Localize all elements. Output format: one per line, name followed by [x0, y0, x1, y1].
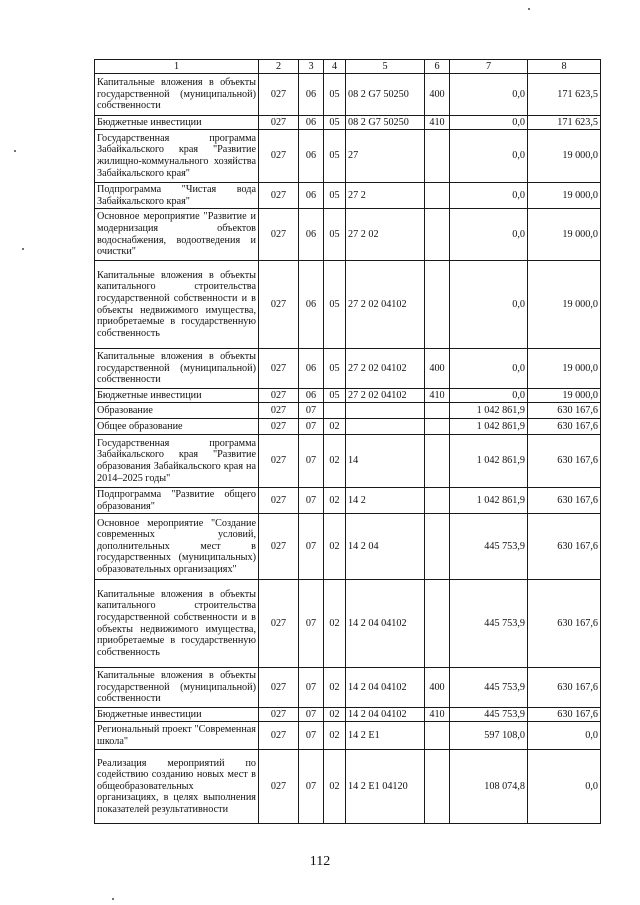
- cell-amount-b: 171 623,5: [528, 116, 601, 130]
- cell-subsection: 02: [324, 435, 346, 488]
- cell-ministry: 027: [259, 389, 299, 403]
- cell-amount-b: 171 623,5: [528, 74, 601, 116]
- cell-subsection: 05: [324, 116, 346, 130]
- cell-section: 07: [299, 403, 324, 419]
- cell-section: 07: [299, 750, 324, 824]
- row-name: Бюджетные инвестиции: [95, 389, 259, 403]
- cell-section: 06: [299, 74, 324, 116]
- cell-amount-a: 0,0: [450, 261, 528, 349]
- table-row: [95, 116, 601, 130]
- table-row: [95, 349, 601, 389]
- cell-ministry: 027: [259, 722, 299, 750]
- cell-target-article: [346, 403, 425, 419]
- cell-amount-a: 0,0: [450, 389, 528, 403]
- cell-subsection: 02: [324, 488, 346, 514]
- cell-expense-type: [425, 435, 450, 488]
- cell-expense-type: [425, 130, 450, 183]
- cell-ministry: 027: [259, 130, 299, 183]
- cell-ministry: 027: [259, 435, 299, 488]
- table-row: [95, 261, 601, 349]
- cell-amount-b: 630 167,6: [528, 708, 601, 722]
- cell-amount-b: 19 000,0: [528, 261, 601, 349]
- cell-target-article: 27: [346, 130, 425, 183]
- cell-amount-b: 19 000,0: [528, 130, 601, 183]
- cell-subsection: 05: [324, 74, 346, 116]
- cell-amount-b: 19 000,0: [528, 183, 601, 209]
- cell-target-article: 27 2 02 04102: [346, 389, 425, 403]
- cell-amount-a: 0,0: [450, 74, 528, 116]
- cell-target-article: 27 2: [346, 183, 425, 209]
- cell-section: 07: [299, 668, 324, 708]
- cell-section: 06: [299, 130, 324, 183]
- cell-amount-b: 630 167,6: [528, 514, 601, 580]
- header-cell: 6: [425, 60, 450, 74]
- row-name: Бюджетные инвестиции: [95, 116, 259, 130]
- cell-section: 07: [299, 708, 324, 722]
- cell-section: 06: [299, 349, 324, 389]
- scan-speck: [14, 150, 16, 152]
- cell-target-article: 14 2 E1 04120: [346, 750, 425, 824]
- cell-expense-type: [425, 419, 450, 435]
- cell-expense-type: 410: [425, 708, 450, 722]
- table-row: [95, 435, 601, 488]
- cell-amount-a: 1 042 861,9: [450, 435, 528, 488]
- cell-subsection: 02: [324, 668, 346, 708]
- cell-amount-a: 0,0: [450, 209, 528, 261]
- cell-ministry: 027: [259, 116, 299, 130]
- cell-amount-b: 19 000,0: [528, 389, 601, 403]
- row-name: Бюджетные инвестиции: [95, 708, 259, 722]
- cell-ministry: 027: [259, 488, 299, 514]
- row-name: Государственная программа Забайкальского края "Развитие образования Забайкальского края на 2014–2025 годы": [95, 435, 259, 488]
- row-name: Основное мероприятие "Создание современных условий, дополнительных мест в государственных (муниципальных) образовательных организациях": [95, 514, 259, 580]
- cell-section: 06: [299, 209, 324, 261]
- row-name: Подпрограмма "Чистая вода Забайкальского края": [95, 183, 259, 209]
- cell-amount-a: 108 074,8: [450, 750, 528, 824]
- cell-subsection: 02: [324, 750, 346, 824]
- row-name: Региональный проект "Современная школа": [95, 722, 259, 750]
- table-row: [95, 183, 601, 209]
- cell-subsection: 05: [324, 209, 346, 261]
- cell-amount-b: 630 167,6: [528, 403, 601, 419]
- cell-target-article: 14 2 04 04102: [346, 580, 425, 668]
- cell-ministry: 027: [259, 514, 299, 580]
- cell-section: 06: [299, 116, 324, 130]
- cell-subsection: 05: [324, 130, 346, 183]
- table-row: [95, 389, 601, 403]
- cell-amount-b: 19 000,0: [528, 349, 601, 389]
- cell-target-article: 14 2 04: [346, 514, 425, 580]
- cell-expense-type: [425, 403, 450, 419]
- cell-amount-b: 19 000,0: [528, 209, 601, 261]
- cell-amount-b: 630 167,6: [528, 419, 601, 435]
- cell-expense-type: [425, 488, 450, 514]
- table-row: [95, 130, 601, 183]
- cell-ministry: 027: [259, 708, 299, 722]
- cell-expense-type: [425, 722, 450, 750]
- cell-ministry: 027: [259, 261, 299, 349]
- cell-amount-a: 445 753,9: [450, 668, 528, 708]
- cell-amount-b: 630 167,6: [528, 668, 601, 708]
- cell-amount-a: 1 042 861,9: [450, 488, 528, 514]
- row-name: Подпрограмма "Развитие общего образования": [95, 488, 259, 514]
- cell-target-article: 14: [346, 435, 425, 488]
- cell-expense-type: 400: [425, 74, 450, 116]
- cell-expense-type: 400: [425, 668, 450, 708]
- cell-expense-type: 400: [425, 349, 450, 389]
- cell-ministry: 027: [259, 183, 299, 209]
- header-cell: 3: [299, 60, 324, 74]
- header-cell: 2: [259, 60, 299, 74]
- cell-amount-a: 0,0: [450, 183, 528, 209]
- cell-ministry: 027: [259, 349, 299, 389]
- budget-table: [94, 59, 601, 824]
- cell-target-article: 27 2 02 04102: [346, 349, 425, 389]
- header-cell: 4: [324, 60, 346, 74]
- cell-amount-a: 0,0: [450, 116, 528, 130]
- table-row: [95, 74, 601, 116]
- cell-target-article: 08 2 G7 50250: [346, 74, 425, 116]
- row-name: Капитальные вложения в объекты государственной (муниципальной) собственности: [95, 74, 259, 116]
- row-name: Капитальные вложения в объекты государственной (муниципальной) собственности: [95, 668, 259, 708]
- header-cell: 7: [450, 60, 528, 74]
- cell-section: 07: [299, 722, 324, 750]
- cell-ministry: 027: [259, 74, 299, 116]
- row-name: Реализация мероприятий по содействию созданию новых мест в общеобразовательных организациях, в целях выполнения показателей результативности: [95, 750, 259, 824]
- cell-section: 06: [299, 183, 324, 209]
- budget-table-sheet: [94, 59, 600, 824]
- cell-subsection: 02: [324, 722, 346, 750]
- cell-section: 06: [299, 389, 324, 403]
- row-name: Общее образование: [95, 419, 259, 435]
- table-header-row: [95, 60, 601, 74]
- cell-subsection: 05: [324, 261, 346, 349]
- cell-section: 07: [299, 514, 324, 580]
- cell-amount-b: 0,0: [528, 722, 601, 750]
- row-name: Образование: [95, 403, 259, 419]
- cell-amount-a: 445 753,9: [450, 708, 528, 722]
- cell-section: 07: [299, 580, 324, 668]
- cell-expense-type: 410: [425, 116, 450, 130]
- table-row: [95, 750, 601, 824]
- table-row: [95, 668, 601, 708]
- cell-target-article: 14 2: [346, 488, 425, 514]
- cell-subsection: 05: [324, 389, 346, 403]
- row-name: Капитальные вложения в объекты государственной (муниципальной) собственности: [95, 349, 259, 389]
- cell-target-article: 14 2 04 04102: [346, 708, 425, 722]
- cell-target-article: 14 2 E1: [346, 722, 425, 750]
- cell-subsection: 02: [324, 419, 346, 435]
- scan-speck: [112, 898, 114, 900]
- cell-amount-a: 1 042 861,9: [450, 403, 528, 419]
- table-row: [95, 708, 601, 722]
- cell-amount-a: 0,0: [450, 349, 528, 389]
- cell-section: 07: [299, 419, 324, 435]
- cell-subsection: 02: [324, 580, 346, 668]
- cell-ministry: 027: [259, 209, 299, 261]
- cell-expense-type: [425, 514, 450, 580]
- table-row: [95, 580, 601, 668]
- cell-subsection: 05: [324, 183, 346, 209]
- cell-amount-a: 0,0: [450, 130, 528, 183]
- cell-ministry: 027: [259, 580, 299, 668]
- cell-section: 07: [299, 488, 324, 514]
- scan-speck: [528, 8, 530, 10]
- cell-subsection: 05: [324, 349, 346, 389]
- header-cell: 8: [528, 60, 601, 74]
- cell-ministry: 027: [259, 750, 299, 824]
- cell-target-article: 14 2 04 04102: [346, 668, 425, 708]
- cell-expense-type: [425, 209, 450, 261]
- row-name: Государственная программа Забайкальского края "Развитие жилищно-коммунального хозяйства Забайкальского края": [95, 130, 259, 183]
- cell-section: 07: [299, 435, 324, 488]
- cell-expense-type: [425, 183, 450, 209]
- row-name: Капитальные вложения в объекты капитального строительства государственной собственности и в объекты недвижимого имущества, приобретаемые в государственную собственность: [95, 580, 259, 668]
- cell-subsection: 02: [324, 708, 346, 722]
- cell-expense-type: [425, 580, 450, 668]
- header-cell: 1: [95, 60, 259, 74]
- cell-expense-type: [425, 261, 450, 349]
- cell-expense-type: [425, 750, 450, 824]
- table-row: [95, 209, 601, 261]
- header-cell: 5: [346, 60, 425, 74]
- scan-speck: [22, 248, 24, 250]
- cell-amount-a: 445 753,9: [450, 514, 528, 580]
- cell-target-article: 27 2 02: [346, 209, 425, 261]
- cell-ministry: 027: [259, 668, 299, 708]
- cell-subsection: [324, 403, 346, 419]
- cell-ministry: 027: [259, 419, 299, 435]
- table-row: [95, 488, 601, 514]
- row-name: Капитальные вложения в объекты капитального строительства государственной собственности и в объекты недвижимого имущества, приобретаемые в государственную собственность: [95, 261, 259, 349]
- cell-section: 06: [299, 261, 324, 349]
- cell-target-article: 27 2 02 04102: [346, 261, 425, 349]
- page-number: 112: [309, 854, 331, 869]
- cell-amount-b: 630 167,6: [528, 435, 601, 488]
- table-row: [95, 722, 601, 750]
- table-row: [95, 419, 601, 435]
- cell-amount-b: 630 167,6: [528, 580, 601, 668]
- cell-amount-a: 1 042 861,9: [450, 419, 528, 435]
- cell-target-article: 08 2 G7 50250: [346, 116, 425, 130]
- row-name: Основное мероприятие "Развитие и модернизация объектов водоснабжения, водоотведения и очистки": [95, 209, 259, 261]
- table-row: [95, 514, 601, 580]
- cell-target-article: [346, 419, 425, 435]
- cell-amount-b: 630 167,6: [528, 488, 601, 514]
- cell-amount-a: 597 108,0: [450, 722, 528, 750]
- cell-amount-b: 0,0: [528, 750, 601, 824]
- cell-amount-a: 445 753,9: [450, 580, 528, 668]
- cell-expense-type: 410: [425, 389, 450, 403]
- table-row: [95, 403, 601, 419]
- cell-ministry: 027: [259, 403, 299, 419]
- cell-subsection: 02: [324, 514, 346, 580]
- table-body: [95, 74, 601, 824]
